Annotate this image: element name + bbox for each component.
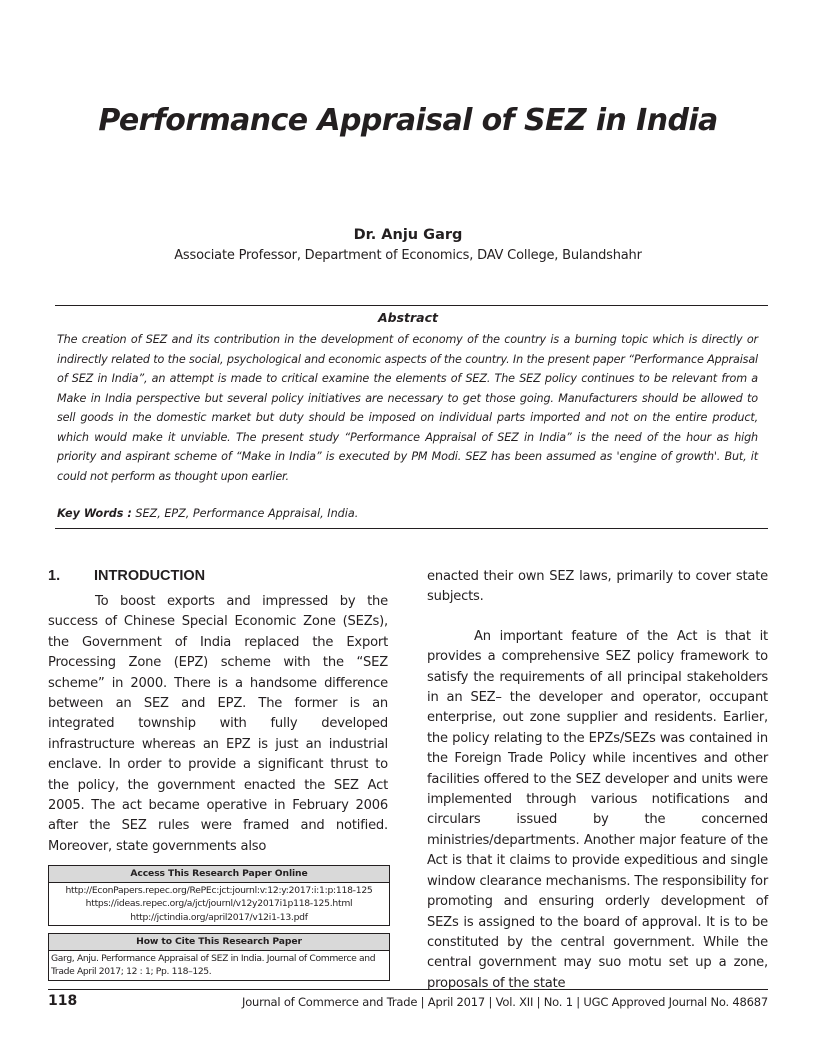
author-name: Dr. Anju Garg xyxy=(353,227,463,243)
journal-footer: Journal of Commerce and Trade | April 2017 | Vol. XII | No. 1 | UGC Approved Journal No. 48687 xyxy=(242,995,768,1009)
intro-paragraph: To boost exports and impressed by the success of Chinese Special Economic Zone (SEZs), the Government of India replaced the Export Processing Zone (EPZ) scheme with the “SEZ scheme” in 2000. There is a handsome difference between an SEZ and EPZ. The former is an integrated township with fully developed infrastructure whereas an EPZ is just an industrial enclave. In order to provide a significant thrust to the policy, the government enacted the SEZ Act 2005. The act became operative in February 2006 after the SEZ rules were framed and notified. Moreover, state governments also xyxy=(48,594,388,854)
access-links xyxy=(49,883,389,926)
paper-title: Performance Appraisal of SEZ in India xyxy=(98,103,718,138)
continuation-paragraph: enacted their own SEZ laws, primarily to cover state subjects. xyxy=(427,569,768,605)
keywords-label: Key Words : xyxy=(57,507,132,520)
left-column xyxy=(48,592,388,857)
cite-paper-box xyxy=(48,933,390,981)
keywords-line xyxy=(57,507,758,520)
access-link[interactable]: https://ideas.repec.org/a/jct/journl/v12y2017i1p118-125.html xyxy=(85,898,353,910)
right-column xyxy=(427,567,768,994)
access-box-heading: Access This Research Paper Online xyxy=(49,866,389,883)
act-feature-paragraph: An important feature of the Act is that it provides a comprehensive SEZ policy framework to satisfy the requirements of all principal stakeholders in an SEZ– the developer and operator, occupant enterprise, out zone supplier and residents. Earlier, the policy relating to the EPZs/SEZs was contained in the Foreign Trade Policy while incentives and other facilities offered to the SEZ developer and units were implemented through various notifications and circulars issued by the concerned ministries/departments. Another major feature of the Act is that it claims to provide expeditious and single window clearance mechanisms. The responsibility for promoting and ensuring orderly development of SEZs is assigned to the board of approval. It is to be constituted by the central government. While the central government may suo motu set up a zone, proposals of the state xyxy=(427,628,768,991)
access-link[interactable]: http://jctindia.org/april2017/v12i1-13.pdf xyxy=(130,911,308,923)
page-number: 118 xyxy=(48,993,78,1009)
citation-text: Garg, Anju. Performance Appraisal of SEZ in India. Journal of Commerce and Trade April 2017; 12 : 1; Pp. 118–125. xyxy=(51,952,376,978)
cite-box-heading: How to Cite This Research Paper xyxy=(49,934,389,951)
section-heading xyxy=(48,568,205,584)
footer-rule xyxy=(48,989,768,990)
section-number: 1. xyxy=(48,568,61,584)
author-affiliation: Associate Professor, Department of Economics, DAV College, Bulandshahr xyxy=(174,248,642,263)
keywords-list: SEZ, EPZ, Performance Appraisal, India. xyxy=(135,507,359,520)
section-title: INTRODUCTION xyxy=(94,568,206,584)
access-link[interactable]: http://EconPapers.repec.org/RePEc:jct:journl:v:12:y:2017:i:1:p:118-125 xyxy=(65,884,373,896)
abstract-bottom-rule xyxy=(55,528,768,529)
access-paper-box xyxy=(48,865,390,926)
abstract-heading: Abstract xyxy=(377,310,439,325)
abstract-top-rule xyxy=(55,305,768,306)
abstract-text: The creation of SEZ and its contribution in the development of economy of the country is a burning topic which is directly or indirectly related to the social, psychological and economic aspects of the country. In the present paper “Performance Appraisal of SEZ in India”, an attempt is made to critical examine the elements of SEZ. The SEZ policy continues to be relevant from a Make in India perspective but several policy initiatives are necessary to get those going. Manufacturers should be allowed to sell goods in the domestic market but duty should be imposed on individual parts imported and not on the entire product, which would make it unviable. The present study “Performance Appraisal of SEZ in India” is the need of the hour as high priority and aspirant scheme of “Make in India” is executed by PM Modi. SEZ has been assumed as 'engine of growth'. But, it could not perform as thought upon earlier. xyxy=(57,333,758,483)
